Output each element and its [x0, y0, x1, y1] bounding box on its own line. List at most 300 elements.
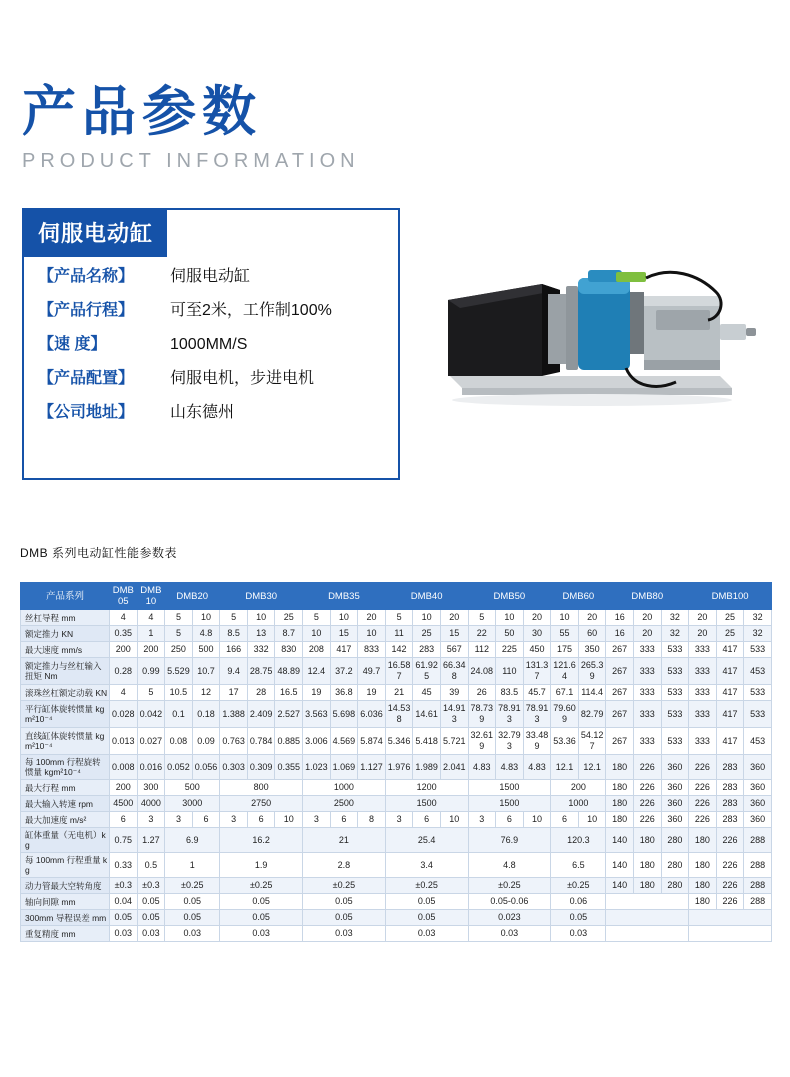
- table-cell: 0.03: [468, 926, 551, 942]
- table-cell: 0.18: [192, 701, 220, 728]
- table-cell: 8.5: [220, 626, 248, 642]
- table-cell: 226: [716, 828, 744, 853]
- table-cell: 6: [110, 812, 138, 828]
- table-cell: 16.5: [275, 685, 303, 701]
- table-cell: 226: [716, 878, 744, 894]
- table-cell: 32: [661, 610, 689, 626]
- page-subtitle: PRODUCT INFORMATION: [22, 150, 360, 172]
- table-cell: 6: [192, 812, 220, 828]
- table-cell: 78.739: [468, 701, 496, 728]
- table-cell: [606, 910, 689, 926]
- table-cell: 0.03: [137, 926, 165, 942]
- table-cell: 283: [413, 642, 441, 658]
- table-cell: 1500: [468, 780, 551, 796]
- table-cell: 1.976: [385, 755, 413, 780]
- table-cell: 5: [385, 610, 413, 626]
- row-label: 动力管最大空转角度: [21, 878, 110, 894]
- row-label: 额定推力 KN: [21, 626, 110, 642]
- table-cell: 121.64: [551, 658, 579, 685]
- row-label: 滚珠丝杠额定动载 KN: [21, 685, 110, 701]
- table-cell: 180: [606, 812, 634, 828]
- table-cell: 0.03: [303, 926, 386, 942]
- table-cell: 333: [633, 642, 661, 658]
- table-cell: 6: [551, 812, 579, 828]
- table-cell: 1.9: [220, 853, 303, 878]
- table-cell: 333: [689, 728, 717, 755]
- table-cell: 3: [468, 812, 496, 828]
- table-cell: 0.1: [165, 701, 193, 728]
- table-cell: 39: [440, 685, 468, 701]
- table-cell: 5.529: [165, 658, 193, 685]
- table-cell: 32.793: [496, 728, 524, 755]
- table-cell: 28.75: [247, 658, 275, 685]
- table-cell: 0.08: [165, 728, 193, 755]
- table-cell: 5: [468, 610, 496, 626]
- table-cell: 36.8: [330, 685, 358, 701]
- table-cell: 360: [661, 812, 689, 828]
- table-cell: 500: [165, 780, 220, 796]
- table-cell: 3: [303, 812, 331, 828]
- table-cell: 533: [744, 685, 772, 701]
- spec-row: [38, 401, 398, 425]
- table-cell: 500: [192, 642, 220, 658]
- table-cell: 360: [661, 780, 689, 796]
- row-label: 额定推力与丝杠输入扭矩 Nm: [21, 658, 110, 685]
- table-cell: 6: [330, 812, 358, 828]
- table-cell: 4000: [137, 796, 165, 812]
- table-cell: 1: [165, 853, 220, 878]
- table-cell: 166: [220, 642, 248, 658]
- table-cell: 0.35: [110, 626, 138, 642]
- table-cell: 61.925: [413, 658, 441, 685]
- table-cell: 0.05: [165, 910, 220, 926]
- table-cell: 3.4: [385, 853, 468, 878]
- table-cell: ±0.3: [110, 878, 138, 894]
- table-cell: 0.06: [551, 894, 606, 910]
- table-cell: 0.013: [110, 728, 138, 755]
- table-cell: 4.8: [468, 853, 551, 878]
- table-cell: 15: [330, 626, 358, 642]
- table-row: [21, 878, 772, 894]
- table-cell: 78.913: [496, 701, 524, 728]
- table-cell: 5: [165, 610, 193, 626]
- table-cell: 4: [137, 610, 165, 626]
- table-header-dmb100: DMB100: [689, 583, 772, 610]
- table-cell: 5: [137, 685, 165, 701]
- table-cell: 1.27: [137, 828, 165, 853]
- table-header-dmb10: DMB10: [137, 583, 165, 610]
- table-cell: 332: [247, 642, 275, 658]
- table-cell: 20: [689, 610, 717, 626]
- table-cell: 19: [358, 685, 386, 701]
- spec-key: 【公司地址】: [38, 404, 135, 421]
- table-cell: 288: [744, 853, 772, 878]
- table-cell: 16.587: [385, 658, 413, 685]
- table-cell: 3: [220, 812, 248, 828]
- table-cell: 45: [413, 685, 441, 701]
- row-label: 轴向间隙 mm: [21, 894, 110, 910]
- table-header-dmb20: DMB20: [165, 583, 220, 610]
- table-cell: 226: [716, 894, 744, 910]
- row-label: 重复精度 mm: [21, 926, 110, 942]
- table-row: [21, 780, 772, 796]
- table-cell: 226: [689, 755, 717, 780]
- table-cell: 453: [744, 728, 772, 755]
- table-cell: 200: [137, 642, 165, 658]
- table-cell: 267: [606, 701, 634, 728]
- table-cell: 0.03: [220, 926, 303, 942]
- table-cell: 1.023: [303, 755, 331, 780]
- table-cell: 12.1: [578, 755, 606, 780]
- table-cell: 82.79: [578, 701, 606, 728]
- table-cell: 333: [633, 685, 661, 701]
- table-cell: 267: [606, 658, 634, 685]
- table-cell: 21: [385, 685, 413, 701]
- table-cell: 5: [220, 610, 248, 626]
- row-label: 直线缸体旋转惯量 kgm²10⁻⁴: [21, 728, 110, 755]
- table-cell: 78.913: [523, 701, 551, 728]
- spec-value: 1000MM/S: [170, 336, 248, 353]
- table-row: [21, 755, 772, 780]
- table-cell: 4: [110, 610, 138, 626]
- row-label: 最大加速度 m/s²: [21, 812, 110, 828]
- table-cell: 6.5: [551, 853, 606, 878]
- table-cell: 0.008: [110, 755, 138, 780]
- table-cell: 16: [606, 610, 634, 626]
- table-cell: 25: [275, 610, 303, 626]
- table-cell: 226: [633, 796, 661, 812]
- table-cell: 5: [303, 610, 331, 626]
- table-cell: 208: [303, 642, 331, 658]
- row-label: 平行缸体旋转惯量 kgm²10⁻⁴: [21, 701, 110, 728]
- table-cell: 4.83: [523, 755, 551, 780]
- table-cell: 267: [606, 728, 634, 755]
- table-cell: 3.006: [303, 728, 331, 755]
- table-cell: 11: [385, 626, 413, 642]
- table-cell: 0.05: [110, 910, 138, 926]
- table-row: [21, 658, 772, 685]
- table-cell: 45.7: [523, 685, 551, 701]
- table-cell: 180: [606, 780, 634, 796]
- table-row: [21, 796, 772, 812]
- table-cell: 226: [633, 780, 661, 796]
- table-cell: 1.127: [358, 755, 386, 780]
- table-cell: 66.348: [440, 658, 468, 685]
- table-cell: 1000: [303, 780, 386, 796]
- table-cell: 0.03: [385, 926, 468, 942]
- row-label: 每 100mm 行程旋转惯量 kgm²10⁻⁴: [21, 755, 110, 780]
- table-cell: 450: [523, 642, 551, 658]
- table-cell: 1.989: [413, 755, 441, 780]
- table-cell: 0.303: [220, 755, 248, 780]
- table-cell: 333: [633, 701, 661, 728]
- table-cell: 3: [137, 812, 165, 828]
- table-cell: 180: [689, 853, 717, 878]
- table-cell: 200: [551, 780, 606, 796]
- row-label: 缸体重量（无电机）kg: [21, 828, 110, 853]
- table-cell: 10: [247, 610, 275, 626]
- product-spec-card: [22, 208, 400, 480]
- table-cell: 283: [716, 812, 744, 828]
- table-cell: 360: [661, 796, 689, 812]
- table-cell: 53.36: [551, 728, 579, 755]
- table-cell: 20: [358, 610, 386, 626]
- table-cell: 24.08: [468, 658, 496, 685]
- table-cell: 6.9: [165, 828, 220, 853]
- table-cell: 533: [744, 701, 772, 728]
- table-header-row: [21, 583, 772, 610]
- table-cell: 417: [716, 685, 744, 701]
- table-cell: 0.016: [137, 755, 165, 780]
- table-cell: ±0.25: [551, 878, 606, 894]
- parameters-table: [20, 582, 772, 942]
- spec-list: [24, 257, 398, 425]
- table-cell: 175: [551, 642, 579, 658]
- table-cell: 280: [661, 853, 689, 878]
- table-cell: 10.5: [165, 685, 193, 701]
- table-cell: 30: [523, 626, 551, 642]
- table-cell: 417: [716, 728, 744, 755]
- table-cell: 280: [661, 828, 689, 853]
- parameters-table-wrap: [20, 582, 772, 942]
- table-cell: 20: [633, 610, 661, 626]
- table-cell: 360: [744, 780, 772, 796]
- table-cell: 0.028: [110, 701, 138, 728]
- table-cell: 2.527: [275, 701, 303, 728]
- table-cell: 114.4: [578, 685, 606, 701]
- table-cell: 6: [247, 812, 275, 828]
- product-photo: [420, 248, 760, 428]
- table-cell: 1000: [551, 796, 606, 812]
- table-cell: 180: [689, 894, 717, 910]
- table-cell: 226: [689, 780, 717, 796]
- table-cell: 300: [137, 780, 165, 796]
- table-cell: 25: [716, 610, 744, 626]
- table-cell: 49.7: [358, 658, 386, 685]
- table-cell: 180: [606, 755, 634, 780]
- table-cell: 14.538: [385, 701, 413, 728]
- table-cell: 250: [165, 642, 193, 658]
- table-cell: 0.05: [303, 910, 386, 926]
- table-cell: 112: [468, 642, 496, 658]
- table-row: [21, 728, 772, 755]
- table-cell: 180: [633, 853, 661, 878]
- table-cell: 360: [744, 755, 772, 780]
- table-cell: 830: [275, 642, 303, 658]
- table-cell: 6.036: [358, 701, 386, 728]
- table-cell: 360: [661, 755, 689, 780]
- table-cell: 0.05: [303, 894, 386, 910]
- table-cell: ±0.25: [385, 878, 468, 894]
- table-cell: ±0.25: [303, 878, 386, 894]
- table-cell: 110: [496, 658, 524, 685]
- table-cell: 0.052: [165, 755, 193, 780]
- table-cell: 25: [413, 626, 441, 642]
- table-cell: 1500: [385, 796, 468, 812]
- table-cell: 333: [633, 728, 661, 755]
- spec-card-title: 伺服电动缸: [24, 210, 167, 257]
- spec-key: 【产品名称】: [38, 268, 135, 285]
- table-cell: 533: [744, 642, 772, 658]
- spec-value: 伺服电动缸: [170, 268, 251, 285]
- table-row: [21, 642, 772, 658]
- table-cell: 0.023: [468, 910, 551, 926]
- table-cell: 0.885: [275, 728, 303, 755]
- table-row: [21, 910, 772, 926]
- table-cell: 226: [689, 796, 717, 812]
- table-cell: 14.913: [440, 701, 468, 728]
- table-cell: 16: [606, 626, 634, 642]
- table-cell: 2.8: [303, 853, 386, 878]
- table-cell: 10: [496, 610, 524, 626]
- table-cell: 0.784: [247, 728, 275, 755]
- table-cell: 226: [633, 755, 661, 780]
- table-header-dmb30: DMB30: [220, 583, 303, 610]
- table-cell: 4500: [110, 796, 138, 812]
- table-row: [21, 626, 772, 642]
- table-cell: 333: [633, 658, 661, 685]
- table-cell: 5.418: [413, 728, 441, 755]
- table-cell: 0.05-0.06: [468, 894, 551, 910]
- table-cell: 8: [358, 812, 386, 828]
- table-cell: 20: [578, 610, 606, 626]
- row-label: 最大输入转速 rpm: [21, 796, 110, 812]
- table-cell: 533: [661, 728, 689, 755]
- table-caption: DMB 系列电动缸性能参数表: [20, 546, 178, 560]
- table-cell: 180: [689, 878, 717, 894]
- table-cell: 5.874: [358, 728, 386, 755]
- table-cell: 417: [716, 642, 744, 658]
- table-cell: 54.127: [578, 728, 606, 755]
- table-cell: 5.721: [440, 728, 468, 755]
- table-cell: 288: [744, 894, 772, 910]
- table-header-dmb05: DMB05: [110, 583, 138, 610]
- row-label: 最大速度 mm/s: [21, 642, 110, 658]
- table-cell: 0.05: [385, 894, 468, 910]
- table-cell: 265.39: [578, 658, 606, 685]
- table-cell: 6: [413, 812, 441, 828]
- table-cell: 5.698: [330, 701, 358, 728]
- table-cell: ±0.25: [220, 878, 303, 894]
- table-cell: 3: [165, 812, 193, 828]
- table-cell: 20: [689, 626, 717, 642]
- table-cell: 2.041: [440, 755, 468, 780]
- spec-value: 可至2米，工作制100%: [170, 302, 332, 319]
- table-header-dmb80: DMB80: [606, 583, 689, 610]
- table-cell: 0.05: [137, 894, 165, 910]
- table-cell: 37.2: [330, 658, 358, 685]
- table-cell: 0.056: [192, 755, 220, 780]
- table-cell: 10: [303, 626, 331, 642]
- table-cell: 10: [523, 812, 551, 828]
- table-cell: 10.7: [192, 658, 220, 685]
- table-cell: 20: [523, 610, 551, 626]
- table-cell: 0.28: [110, 658, 138, 685]
- table-cell: 225: [496, 642, 524, 658]
- table-cell: 20: [633, 626, 661, 642]
- table-cell: 0.03: [551, 926, 606, 942]
- table-cell: 32.619: [468, 728, 496, 755]
- table-cell: 76.9: [468, 828, 551, 853]
- table-cell: 14.61: [413, 701, 441, 728]
- spec-row: [38, 367, 398, 391]
- table-cell: 67.1: [551, 685, 579, 701]
- table-cell: 0.04: [110, 894, 138, 910]
- row-label: 每 100mm 行程重量 kg: [21, 853, 110, 878]
- table-cell: 0.042: [137, 701, 165, 728]
- table-cell: 142: [385, 642, 413, 658]
- table-cell: 9.4: [220, 658, 248, 685]
- table-cell: [606, 926, 689, 942]
- spec-row: [38, 265, 398, 289]
- table-cell: 0.75: [110, 828, 138, 853]
- table-cell: 0.05: [165, 894, 220, 910]
- table-cell: 3000: [165, 796, 220, 812]
- table-cell: 283: [716, 780, 744, 796]
- table-cell: 33.489: [523, 728, 551, 755]
- table-cell: 10: [578, 812, 606, 828]
- table-cell: 5: [165, 626, 193, 642]
- table-cell: 32: [744, 610, 772, 626]
- table-cell: 333: [689, 701, 717, 728]
- table-cell: 25.4: [385, 828, 468, 853]
- table-cell: 533: [661, 658, 689, 685]
- table-cell: 1.069: [330, 755, 358, 780]
- row-label: 300mm 导程误差 mm: [21, 910, 110, 926]
- table-cell: 15: [440, 626, 468, 642]
- table-cell: 0.05: [137, 910, 165, 926]
- table-cell: 226: [716, 853, 744, 878]
- table-cell: 0.03: [110, 926, 138, 942]
- table-cell: 533: [661, 685, 689, 701]
- table-row: [21, 685, 772, 701]
- table-row: [21, 812, 772, 828]
- table-cell: 120.3: [551, 828, 606, 853]
- table-cell: 533: [661, 701, 689, 728]
- table-row: [21, 828, 772, 853]
- table-cell: 0.355: [275, 755, 303, 780]
- table-row: [21, 894, 772, 910]
- page-title: 产品参数: [22, 80, 262, 143]
- table-cell: 0.09: [192, 728, 220, 755]
- table-cell: 360: [744, 812, 772, 828]
- table-cell: 3: [385, 812, 413, 828]
- table-cell: 83.5: [496, 685, 524, 701]
- table-cell: 13: [247, 626, 275, 642]
- table-cell: 417: [716, 658, 744, 685]
- table-row: [21, 701, 772, 728]
- table-body: [21, 610, 772, 942]
- table-header-series: 产品系列: [21, 583, 110, 610]
- table-cell: 453: [744, 658, 772, 685]
- spec-key: 【速 度】: [38, 336, 107, 353]
- table-cell: 2750: [220, 796, 303, 812]
- table-cell: 1: [137, 626, 165, 642]
- table-cell: 0.5: [137, 853, 165, 878]
- table-cell: 0.309: [247, 755, 275, 780]
- table-cell: 10: [440, 812, 468, 828]
- spec-key: 【产品配置】: [38, 370, 135, 387]
- table-cell: 79.609: [551, 701, 579, 728]
- table-cell: 267: [606, 642, 634, 658]
- table-cell: 32: [744, 626, 772, 642]
- table-cell: ±0.3: [137, 878, 165, 894]
- table-cell: 0.05: [551, 910, 606, 926]
- table-cell: 1200: [385, 780, 468, 796]
- table-cell: 417: [716, 701, 744, 728]
- table-cell: 226: [633, 812, 661, 828]
- table-cell: 333: [689, 658, 717, 685]
